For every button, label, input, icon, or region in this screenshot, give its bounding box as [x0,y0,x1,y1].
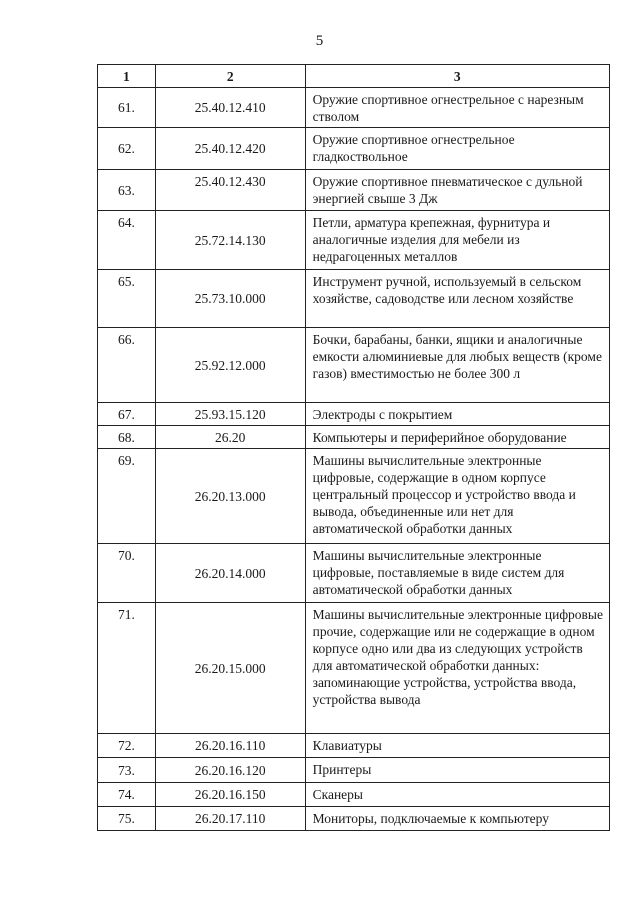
row-code: 25.92.12.000 [155,328,305,403]
row-code: 26.20.16.120 [155,758,305,783]
row-description: Машины вычислительные электронные цифровые, содержащие в одном корпусе центральный процессор и устройство ввода и вывода, объединенные или нет для автоматической обработки данных [305,449,609,544]
column-header: 2 [155,65,305,88]
row-number: 65. [98,270,156,328]
row-number: 67. [98,403,156,426]
row-code: 26.20.15.000 [155,603,305,734]
row-code: 26.20.13.000 [155,449,305,544]
table-row [98,270,610,328]
row-description: Электроды с покрытием [305,403,609,426]
table-row [98,88,610,128]
row-code: 25.73.10.000 [155,270,305,328]
row-code: 26.20.14.000 [155,544,305,603]
page-number: 5 [315,33,324,49]
table-row [98,603,610,734]
row-code: 25.40.12.410 [155,88,305,128]
row-number: 68. [98,426,156,449]
row-description: Компьютеры и периферийное оборудование [305,426,609,449]
table-row [98,449,610,544]
row-number: 70. [98,544,156,603]
table-row [98,128,610,170]
row-description: Оружие спортивное пневматическое с дульной энергией свыше 3 Дж [305,170,609,211]
row-description: Инструмент ручной, используемый в сельском хозяйстве, садоводстве или лесном хозяйстве [305,270,609,328]
row-description: Сканеры [305,783,609,807]
column-header: 3 [305,65,609,88]
table-row [98,807,610,831]
row-description: Петли, арматура крепежная, фурнитура и аналогичные изделия для мебели из недрагоценных металлов [305,211,609,270]
row-code: 26.20 [155,426,305,449]
table-row [98,734,610,758]
table-header-row [98,65,610,88]
row-description: Оружие спортивное огнестрельное гладкоствольное [305,128,609,170]
row-description: Мониторы, подключаемые к компьютеру [305,807,609,831]
row-code: 26.20.16.110 [155,734,305,758]
row-number: 62. [98,128,156,170]
table-row [98,211,610,270]
row-number: 75. [98,807,156,831]
row-description: Клавиатуры [305,734,609,758]
row-code: 25.40.12.420 [155,128,305,170]
table-row [98,544,610,603]
row-number: 66. [98,328,156,403]
row-number: 72. [98,734,156,758]
classifier-table [97,64,610,831]
table-row [98,426,610,449]
row-code: 26.20.17.110 [155,807,305,831]
row-code: 25.72.14.130 [155,211,305,270]
row-number: 61. [98,88,156,128]
table-row [98,328,610,403]
row-number: 71. [98,603,156,734]
row-description: Машины вычислительные электронные цифровые, поставляемые в виде систем для автоматической обработки данных [305,544,609,603]
row-description: Принтеры [305,758,609,783]
row-number: 64. [98,211,156,270]
row-code: 25.93.15.120 [155,403,305,426]
table-row [98,758,610,783]
row-description: Оружие спортивное огнестрельное с нарезным стволом [305,88,609,128]
table-row [98,403,610,426]
row-number: 73. [98,758,156,783]
row-code: 26.20.16.150 [155,783,305,807]
row-number: 69. [98,449,156,544]
row-description: Бочки, барабаны, банки, ящики и аналогичные емкости алюминиевые для любых веществ (кроме газов) вместимостью не более 300 л [305,328,609,403]
table-row [98,170,610,211]
row-description: Машины вычислительные электронные цифровые прочие, содержащие или не содержащие в одном корпусе одно или два из следующих устройств для автоматической обработки данных: запоминающие устройства, устройства ввода, устройства вывода [305,603,609,734]
table-row [98,783,610,807]
column-header: 1 [98,65,156,88]
row-code: 25.40.12.430 [155,170,305,211]
row-number: 63. [98,170,156,211]
row-number: 74. [98,783,156,807]
